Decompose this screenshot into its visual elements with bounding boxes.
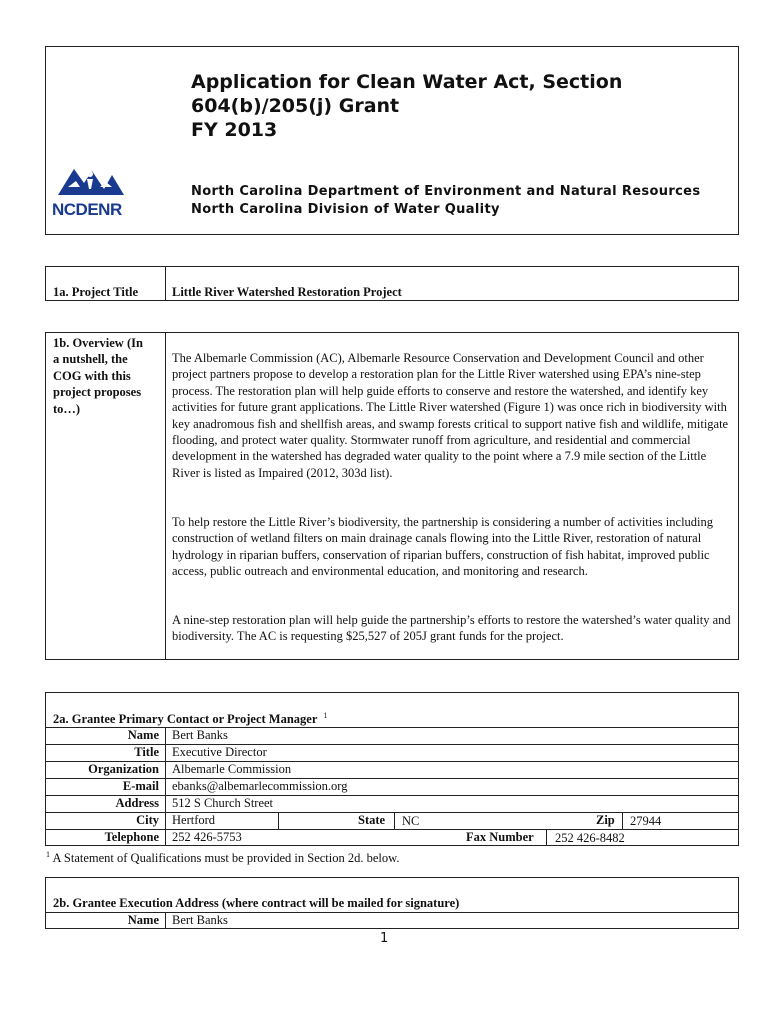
department-names: North Carolina Department of Environment and Natural Resources North Carolina Division of Water Quality [191,184,701,217]
project-title-value: Little River Watershed Restoration Project [172,285,402,299]
state-value: NC [402,814,420,828]
footnote: $^1$ A Statement of Qualifications must be provided in Section 2d. below. [46,850,400,866]
telephone-value: 252 426-5753 [172,830,242,844]
name-value: Bert Banks [172,728,228,742]
address-label: Address [115,796,159,810]
overview-label: 1b. Overview (In a nutshell, the COG with this project proposes to…) [53,336,143,416]
execution-name-value: Bert Banks [172,913,228,927]
zip-value: 27944 [630,814,662,828]
overview-paragraph-1: The Albemarle Commission (AC), Albemarle Resource Conservation and Development Council and other project partners propose to develop a restoration plan for the Little River watershed using EPA’s nine-step process. The restoration plan will help guide efforts to conserve and restore the watershed, and identify key activities for future grant applications. The Little River watershed (Figure 1) was once rich in biodiversity with key anadromous fish and shellfish areas, and swamp forests critical to support native fish and wildlife, mitigate flooding, and protect water quality. Stormwater runoff from agriculture, and residential and commercial development in the watershed has degraded water quality to the point where a 7.9 mile section of the Little River is listed as Impaired (2012, 303d list). [172,351,729,480]
organization-value: Albemarle Commission [172,762,292,776]
zip-label: Zip [596,813,615,827]
name-label: Name [127,728,159,742]
project-title-label: 1a. Project Title [53,285,139,299]
state-label: State [358,813,386,827]
fax-value: 252 426-8482 [555,831,625,845]
contact-heading: 2a. Grantee Primary Contact or Project Manager $^1$ [53,711,328,727]
ncdenr-emblem-icon [54,165,126,197]
page-title: Application for Clean Water Act, Section 604(b)/205(j) Grant FY 2013 [191,71,623,141]
execution-address-heading: 2b. Grantee Execution Address (where contract will be mailed for signature) [53,896,460,910]
city-label: City [136,813,159,827]
execution-name-label: Name [127,913,159,927]
logo-text: NCDENR [52,200,122,219]
email-value: ebanks@albemarlecommission.org [172,779,348,793]
address-value: 512 S Church Street [172,796,274,810]
title-value: Executive Director [172,745,267,759]
overview-paragraph-3: A nine-step restoration plan will help guide the partnership’s efforts to restore the watershed’s water quality and biodiversity. The AC is requesting $25,527 of 205J grant funds for the project. [172,613,731,644]
page-number: 1 [380,931,389,946]
city-value: Hertford [172,813,216,827]
email-label: E-mail [122,779,159,793]
title-label: Title [134,745,159,759]
telephone-label: Telephone [104,830,159,844]
fax-label: Fax Number [466,830,534,844]
ncdenr-logo [52,165,128,223]
organization-label: Organization [88,762,159,776]
overview-paragraph-2: To help restore the Little River’s biodiversity, the partnership is considering a number of activities including construction of wetland filters on main drainage canals flowing into the Little River, restoration of natural hydrology in riparian buffers, conservation of riparian buffers, construction of fish habitat, improved public access, public outreach and environmental education, and monitoring and research. [172,515,714,579]
